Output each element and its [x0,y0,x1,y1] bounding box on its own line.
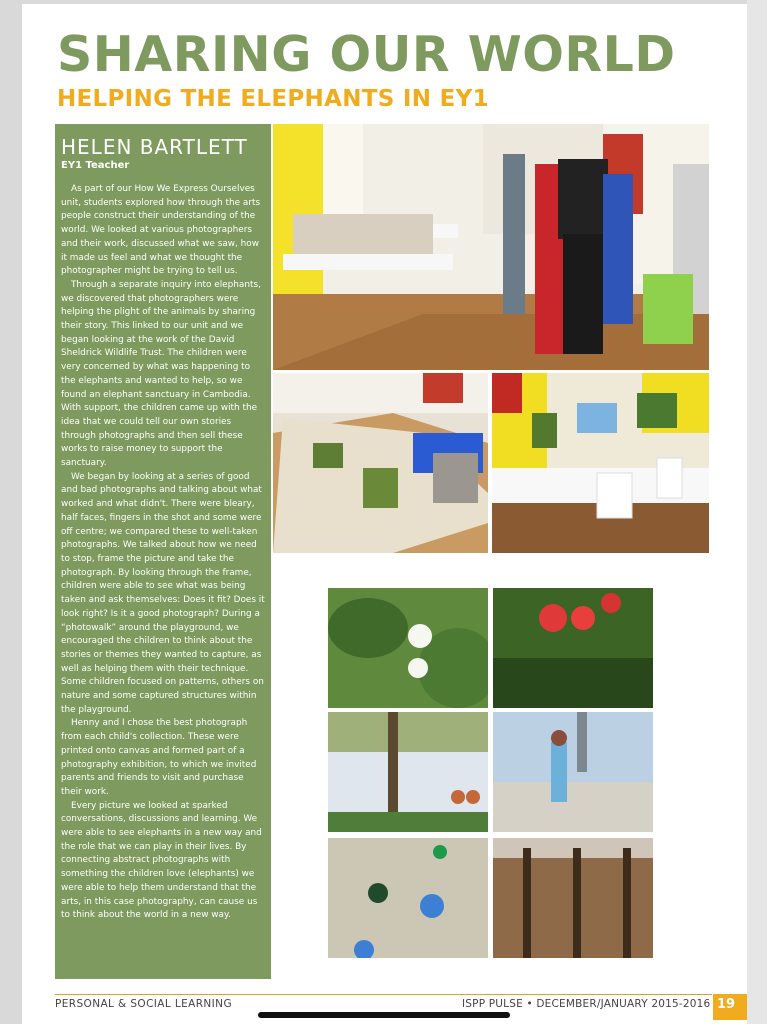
home-indicator[interactable] [258,1012,510,1018]
author-name: HELEN BARTLETT [61,135,248,159]
hanging-ornaments-photo [328,712,488,832]
page-number: 19 [713,994,747,1020]
bamboo-pattern-photo [493,838,653,958]
footer-section: PERSONAL & SOCIAL LEARNING [55,998,232,1010]
photo-display-table-photo [492,373,709,553]
article-paragraph: As part of our How We Express Ourselves unit, students explored how through the arts people construct their understanding of the world. We looked at various photographers and their work, discussed what we saw, how it made us feel and what we thought the photographer might be trying to tell us. [61,184,261,277]
white-flower-photo [328,588,488,708]
footer-publication: ISPP PULSE • DECEMBER/JANUARY 2015-2016 [462,998,711,1010]
footer-rule [55,994,712,995]
article-paragraph: Through a separate inquiry into elephants, we discovered that photographers were helping the plight of the animals by sharing their story. This linked to our unit and we began looking at the work of the David Sheldrick Wildlife Trust. The children were very concerned by what was happening to the elephants and wanted to help, so we found an elephant sanctuary in Cambodia. With support, the children came up with the idea that we could tell our own stories through photographs and then sell these works to raise money to support the sanctuary. [61,279,261,469]
article-paragraph: Henny and I chose the best photograph from each child's collection. These were printed onto canvas and formed part of a photography exhibition, to which we invited parents and friends to visit and purchase their work. [61,718,257,797]
page-subtitle: HELPING THE ELEPHANTS IN EY1 [57,86,489,112]
page-edge [747,0,767,1024]
marbles-photo [328,838,488,958]
article-paragraph: Every picture we looked at sparked conversations, discussions and learning. We were able to see elephants in a new way and the role that we can play in their lives. By connecting abstract photographs with something the children love (elephants) we were able to help them understand that the arts, in this case photography, can cause us to think about the world in a new way. [61,800,262,921]
exhibition-room-photo [273,124,709,370]
red-flower-photo [493,588,653,708]
article-sidebar [55,124,271,979]
article-paragraph: We began by looking at a series of good and bad photographs and talking about what worked and what didn't. There were bleary, half faces, fingers in the shot and some were off centre; we compared these to well-taken photographs. We talked about how we need to stop, frame the picture and take the photograph. By looking through the frame, children were able to see what was being taken and ask themselves: Does it fit? Does it look right? Is it a good photograph? During a “photowalk” around the playground, we encouraged the children to think about the stories or themes they wanted to capture, as well as helping them with their technique. Some children focused on patterns, others on nature and some captured structures within the playground. [61,471,265,715]
article-body [61,183,267,923]
playground-structure-photo [493,712,653,832]
page-title: SHARING OUR WORLD [57,26,676,83]
display-shelf-photo [273,373,488,553]
author-role: EY1 Teacher [61,160,130,171]
